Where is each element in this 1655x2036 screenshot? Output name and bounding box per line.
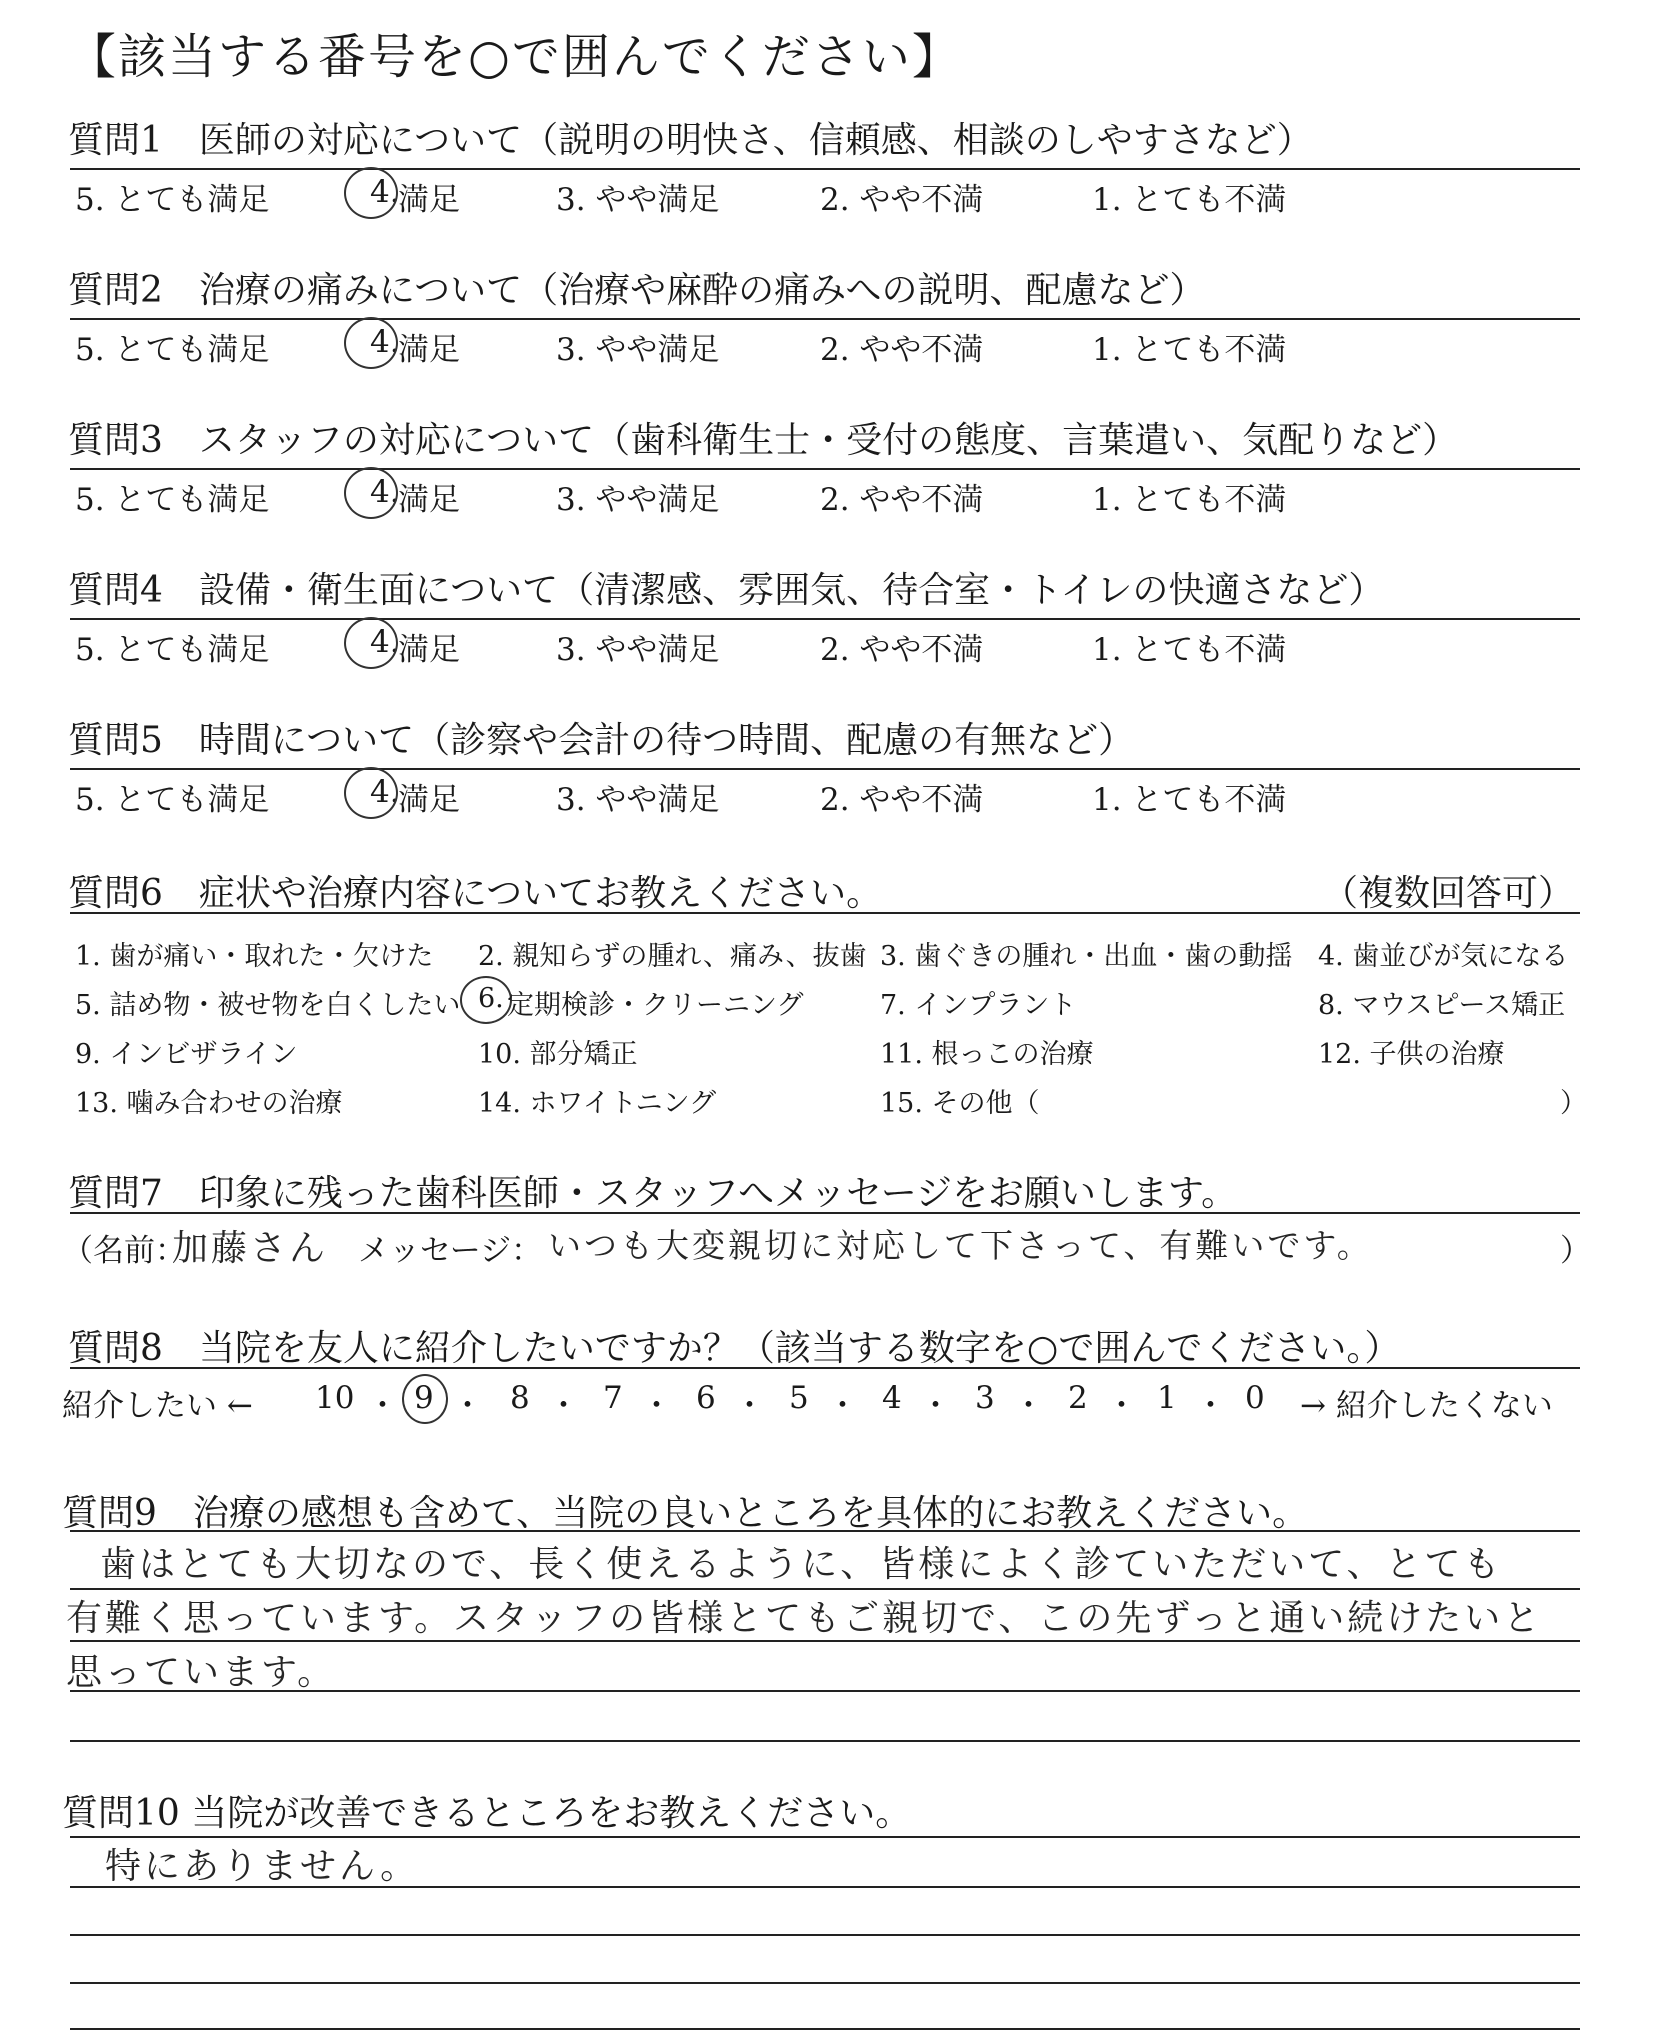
q8-title: 質問8 当院を友人に紹介したいですか？（該当する数字を○で囲んでください。） [68,1328,1401,1369]
q6-note: （複数回答可） [1322,873,1575,914]
q8-scale-1[interactable]: 1 [1157,1380,1177,1416]
selection-circle [344,617,398,669]
answer-line [70,1982,1580,1984]
q2-option-very-satisfied[interactable]: 5. とても満足 [75,332,270,368]
q6-option-15[interactable]: 15. その他（ [880,1088,1040,1119]
q8-separator: ・ [1195,1388,1226,1424]
q5-option-very-dissatisfied[interactable]: 1. とても不満 [1092,782,1287,818]
q1-option-satisfied-number[interactable]: 4. [370,174,400,210]
q8-scale-0[interactable]: 0 [1245,1380,1265,1416]
q8-separator: ・ [1106,1388,1137,1424]
q6-option-14[interactable]: 14. ホワイトニング [478,1088,717,1119]
q3-option-satisfied-number[interactable]: 4. [370,474,400,510]
q6-option-3[interactable]: 3. 歯ぐきの腫れ・出血・歯の動揺 [880,941,1293,972]
q4-option-somewhat-dissatisfied[interactable]: 2. やや不満 [820,632,984,668]
q6-title: 質問6 症状や治療内容についてお教えください。 [68,873,883,914]
q3-option-satisfied-label[interactable]: 満足 [398,482,460,518]
divider-line [70,468,1580,470]
q8-separator: ・ [641,1388,672,1424]
q2-option-satisfied-number[interactable]: 4. [370,324,400,360]
q1-option-somewhat-satisfied[interactable]: 3. やや満足 [556,182,720,218]
divider-line [70,618,1580,620]
q6-option-9[interactable]: 9. インビザライン [75,1039,298,1070]
q6-option-15-close: ） [1560,1088,1587,1119]
q4-title: 質問4 設備・衛生面について（清潔感、雰囲気、待合室・トイレの快適さなど） [68,570,1385,611]
q6-option-1[interactable]: 1. 歯が痛い・取れた・欠けた [75,941,434,972]
q7-message-label: メッセージ： [358,1233,543,1269]
q8-separator: ・ [734,1388,765,1424]
selection-circle [344,317,398,369]
q8-separator: ・ [1013,1388,1044,1424]
q7-close-paren: ） [1560,1233,1591,1269]
q6-option-6-number[interactable]: 6. [478,983,504,1014]
q4-option-somewhat-satisfied[interactable]: 3. やや満足 [556,632,720,668]
q8-separator: ・ [827,1388,858,1424]
q5-title: 質問5 時間について（診察や会計の待つ時間、配慮の有無など） [68,720,1135,761]
q9-answer-line-1[interactable]: 歯はとても大切なので、長く使えるように、皆様によく診ていただいて、とても [100,1544,1503,1585]
q7-title: 質問7 印象に残った歯科医師・スタッフへメッセージをお願いします。 [68,1173,1238,1214]
answer-line [70,1934,1580,1936]
q5-option-somewhat-satisfied[interactable]: 3. やや満足 [556,782,720,818]
divider-line [70,318,1580,320]
q1-option-somewhat-dissatisfied[interactable]: 2. やや不満 [820,182,984,218]
q2-option-very-dissatisfied[interactable]: 1. とても不満 [1092,332,1287,368]
q1-option-very-dissatisfied[interactable]: 1. とても不満 [1092,182,1287,218]
page-title: 【該当する番号を○で囲んでください】 [68,29,962,85]
q4-option-very-satisfied[interactable]: 5. とても満足 [75,632,270,668]
divider-line [70,1367,1580,1369]
q10-answer-line-1[interactable]: 特にありません。 [105,1846,420,1887]
q4-option-satisfied-number[interactable]: 4. [370,624,400,660]
q4-option-satisfied-label[interactable]: 満足 [398,632,460,668]
selection-circle [344,467,398,519]
q8-scale-5[interactable]: 5 [789,1380,809,1416]
q6-option-4[interactable]: 4. 歯並びが気になる [1318,941,1569,972]
q3-option-somewhat-satisfied[interactable]: 3. やや満足 [556,482,720,518]
q6-option-12[interactable]: 12. 子供の治療 [1318,1039,1505,1070]
q6-option-10[interactable]: 10. 部分矯正 [478,1039,638,1070]
q8-scale-6[interactable]: 6 [696,1380,716,1416]
q8-scale-7[interactable]: 7 [603,1380,623,1416]
q2-option-somewhat-satisfied[interactable]: 3. やや満足 [556,332,720,368]
q4-option-very-dissatisfied[interactable]: 1. とても不満 [1092,632,1287,668]
q3-option-somewhat-dissatisfied[interactable]: 2. やや不満 [820,482,984,518]
q6-option-13[interactable]: 13. 噛み合わせの治療 [75,1088,343,1119]
q8-scale-10[interactable]: 10 [315,1380,355,1416]
q5-option-somewhat-dissatisfied[interactable]: 2. やや不満 [820,782,984,818]
selection-circle [402,1374,448,1424]
q7-name-label: （名前： [62,1233,186,1269]
answer-line [70,1740,1580,1742]
q8-scale-8[interactable]: 8 [510,1380,530,1416]
q5-option-very-satisfied[interactable]: 5. とても満足 [75,782,270,818]
q8-separator: ・ [367,1388,398,1424]
divider-line [70,912,1580,914]
q3-title: 質問3 スタッフの対応について（歯科衛生士・受付の態度、言葉遣い、気配りなど） [68,420,1459,461]
divider-line [70,168,1580,170]
q7-message-value[interactable]: いつも大変親切に対応して下さって、有難いです。 [548,1226,1373,1265]
q8-scale-2[interactable]: 2 [1068,1380,1088,1416]
divider-line [70,1212,1580,1214]
q8-separator: ・ [548,1388,579,1424]
q8-scale-9[interactable]: 9 [414,1380,434,1416]
q8-scale-3[interactable]: 3 [975,1380,995,1416]
q2-option-satisfied-label[interactable]: 満足 [398,332,460,368]
q9-title: 質問9 治療の感想も含めて、当院の良いところを具体的にお教えください。 [62,1493,1309,1534]
q8-left-label: 紹介したい ← [62,1388,253,1424]
q9-answer-line-2[interactable]: 有難く思っています。スタッフの皆様とてもご親切で、この先ずっと通い続けたいと [66,1598,1543,1639]
divider-line [70,768,1580,770]
q2-title: 質問2 治療の痛みについて（治療や麻酔の痛みへの説明、配慮など） [68,270,1206,311]
q6-option-11[interactable]: 11. 根っこの治療 [880,1039,1094,1070]
q3-option-very-satisfied[interactable]: 5. とても満足 [75,482,270,518]
answer-line [70,2028,1580,2030]
q1-option-satisfied-label[interactable]: 満足 [398,182,460,218]
selection-circle [344,167,398,219]
q6-option-2[interactable]: 2. 親知らずの腫れ、痛み、抜歯 [478,941,867,972]
q1-option-very-satisfied[interactable]: 5. とても満足 [75,182,270,218]
q5-option-satisfied-label[interactable]: 満足 [398,782,460,818]
q3-option-very-dissatisfied[interactable]: 1. とても不満 [1092,482,1287,518]
q6-option-8[interactable]: 8. マウスピース矯正 [1318,990,1566,1021]
q1-title: 質問1 医師の対応について（説明の明快さ、信頼感、相談のしやすさなど） [68,120,1313,161]
q8-separator: ・ [920,1388,951,1424]
q7-name-value[interactable]: 加藤さん [172,1228,329,1269]
answer-line [70,1530,1580,1532]
q8-right-label: → 紹介したくない [1300,1388,1553,1424]
q8-scale-4[interactable]: 4 [882,1380,902,1416]
q6-option-6-label[interactable]: 定期検診・クリーニング [507,990,804,1021]
q2-option-somewhat-dissatisfied[interactable]: 2. やや不満 [820,332,984,368]
q6-option-5[interactable]: 5. 詰め物・被せ物を白くしたい [75,990,461,1021]
q5-option-satisfied-number[interactable]: 4. [370,774,400,810]
q6-option-7[interactable]: 7. インプラント [880,990,1077,1021]
q9-answer-line-3[interactable]: 思っています。 [66,1652,337,1693]
selection-circle [460,976,512,1024]
selection-circle [344,767,398,819]
q8-separator: ・ [452,1388,483,1424]
q10-title: 質問10 当院が改善できるところをお教えください。 [62,1793,912,1834]
